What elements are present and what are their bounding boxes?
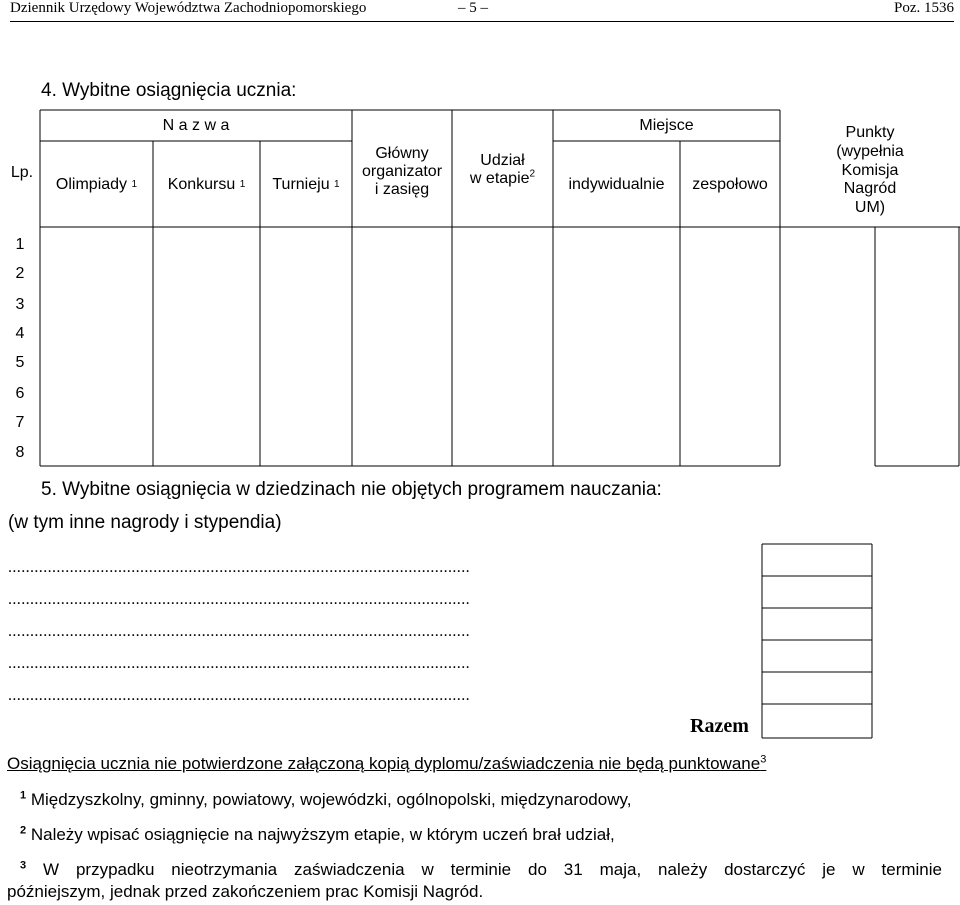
footnote-2-text: Należy wpisać osiągnięcie na najwyższym etapie, w którym uczeń brał udział, xyxy=(26,825,615,844)
col-header-zespolowo: zespołowo xyxy=(692,176,768,194)
section-5-subtitle: (w tym inne nagrody i stypendia) xyxy=(8,512,282,533)
table-row-number: 7 xyxy=(15,414,25,431)
punkty-line-3: Komisja xyxy=(841,161,899,179)
col-header-udzial xyxy=(452,140,553,200)
organizator-line-3: i zasięg xyxy=(374,180,430,198)
col-group-miejsce: Miejsce xyxy=(639,117,694,135)
col-header-olimpiady: Olimpiady 1 xyxy=(55,176,138,194)
footnote-ref-3: 3 xyxy=(760,753,767,766)
table-row-number: 2 xyxy=(15,265,25,282)
dotted-entry-line: ......................................................................................................... xyxy=(8,559,470,576)
col-header-indywidualnie: indywidualnie xyxy=(568,176,665,194)
udzial-line-2 xyxy=(470,170,535,188)
warning-note xyxy=(7,754,766,774)
footnote-2 xyxy=(20,825,615,845)
footnote-3-mark: 3 xyxy=(20,859,27,872)
footnote-ref-2: 2 xyxy=(529,168,536,180)
dotted-entry-line: ......................................................................................................... xyxy=(8,687,470,704)
punkty-line-4: Nagród xyxy=(843,180,897,198)
footnote-3-continuation: późniejszym, jednak przed zakończeniem prac Komisji Nagród. xyxy=(7,882,484,901)
konkursu-label: Konkursu xyxy=(167,176,236,194)
footnote-3 xyxy=(20,860,942,880)
footnote-1-mark: 1 xyxy=(20,789,27,802)
page-number: – 5 – xyxy=(458,0,488,16)
col-header-turnieju: Turnieju 1 xyxy=(272,176,340,194)
journal-title: Dziennik Urzędowy Województwa Zachodniopomorskiego xyxy=(10,0,367,16)
col-header-organizator xyxy=(352,130,452,214)
dotted-entry-line: ......................................................................................................... xyxy=(8,623,470,640)
table-row-number: 4 xyxy=(15,325,25,342)
footnote-1-text: Międzyszkolny, gminny, powiatowy, wojewódzki, ogólnopolski, międzynarodowy, xyxy=(26,790,632,809)
table-row-number: 3 xyxy=(15,296,25,313)
table-row-number: 1 xyxy=(15,236,25,253)
col-header-konkursu: Konkursu 1 xyxy=(167,176,246,194)
footnote-2-mark: 2 xyxy=(20,824,27,837)
punkty-line-1: Punkty xyxy=(845,123,895,141)
table-row-number: 6 xyxy=(15,385,25,402)
turnieju-label: Turnieju xyxy=(272,176,330,194)
col-header-punkty xyxy=(780,116,960,226)
udzial-line-1: Udział xyxy=(480,152,525,170)
footnote-1 xyxy=(20,790,631,810)
organizator-line-1: Główny xyxy=(375,145,429,163)
warning-text: Osiągnięcia ucznia nie potwierdzone załączoną kopią dyplomu/zaświadczenia nie będą punktowane xyxy=(7,754,761,773)
punkty-line-2: (wypełnia xyxy=(836,142,904,160)
udzial-line-2-text: w etapie xyxy=(469,170,530,187)
total-label: Razem xyxy=(690,715,749,737)
footnote-3-text: W przypadku nieotrzymania zaświadczenia w terminie do 31 maja, należy dostarczyć je w terminie xyxy=(26,860,942,879)
section-5-title: 5. Wybitne osiągnięcia w dziedzinach nie objętych programem nauczania: xyxy=(41,479,662,500)
dotted-entry-line: ......................................................................................................... xyxy=(8,655,470,672)
table-row-number: 5 xyxy=(15,354,25,371)
organizator-line-2: organizator xyxy=(361,163,443,181)
dotted-entry-line: ......................................................................................................... xyxy=(8,591,470,608)
section-4-title: 4. Wybitne osiągnięcia ucznia: xyxy=(41,80,297,101)
position-number: Poz. 1536 xyxy=(894,0,954,16)
col-group-nazwa: N a z w a xyxy=(162,117,230,135)
olimpiady-label: Olimpiady xyxy=(55,176,128,194)
table-row-number: 8 xyxy=(15,444,25,461)
punkty-line-5: UM) xyxy=(854,199,886,217)
col-header-lp: Lp. xyxy=(10,164,34,182)
